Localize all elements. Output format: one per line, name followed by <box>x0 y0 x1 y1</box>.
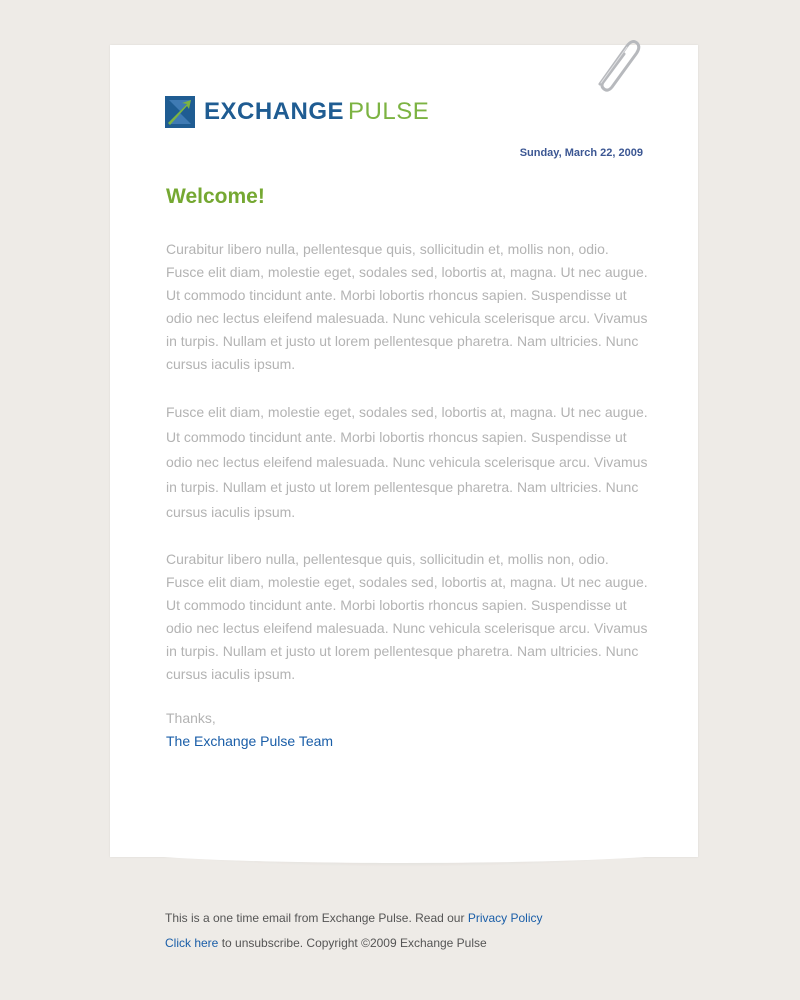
unsubscribe-link[interactable]: Click here <box>165 936 219 950</box>
email-title: Welcome! <box>166 185 265 208</box>
footer-notice-text: This is a one time email from Exchange Pulse. Read our <box>165 911 468 925</box>
brand-word-pulse: PULSE <box>348 98 430 125</box>
footer-copyright-text: to unsubscribe. Copyright ©2009 Exchange Pulse <box>218 936 487 950</box>
privacy-policy-link[interactable]: Privacy Policy <box>467 911 543 925</box>
email-date: Sunday, March 22, 2009 <box>519 147 643 159</box>
paperclip-icon <box>590 36 642 92</box>
body-paragraph-2: Fusce elit diam, molestie eget, sodales sed, lobortis at, magna. Ut nec augue. Ut commodo tincidunt ante. Morbi lobortis rhoncus sapien. Suspendisse ut odio nec lectus eleifend malesuada. Nunc vehicula scelerisque arcu. Vivamus in turpis. Nullam et justo ut lorem pellentesque pharetra. Nam ultricies. Nunc cursus iaculis ipsum. <box>166 404 648 520</box>
brand-word-exchange: EXCHANGE <box>204 98 345 125</box>
footer-line-1 <box>165 911 543 925</box>
exchange-arrows-logo-icon <box>165 96 195 128</box>
body-paragraph-1: Curabitur libero nulla, pellentesque quis, sollicitudin et, mollis non, odio. Fusce elit diam, molestie eget, sodales sed, lobortis at, magna. Ut nec augue. Ut commodo tincidunt ante. Morbi lobortis rhoncus sapien. Suspendisse ut odio nec lectus eleifend malesuada. Nunc vehicula scelerisque arcu. Vivamus in turpis. Nullam et justo ut lorem pellentesque pharetra. Nam ultricies. Nunc cursus iaculis ipsum. <box>166 241 648 372</box>
closing-thanks: Thanks, <box>166 710 216 726</box>
signature-team-link[interactable]: The Exchange Pulse Team <box>166 733 334 749</box>
body-paragraph-3: Curabitur libero nulla, pellentesque quis, sollicitudin et, mollis non, odio. Fusce elit diam, molestie eget, sodales sed, lobortis at, magna. Ut nec augue. Ut commodo tincidunt ante. Morbi lobortis rhoncus sapien. Suspendisse ut odio nec lectus eleifend malesuada. Nunc vehicula scelerisque arcu. Vivamus in turpis. Nullam et justo ut lorem pellentesque pharetra. Nam ultricies. Nunc cursus iaculis ipsum. <box>166 551 648 682</box>
brand-wordmark <box>204 96 429 128</box>
footer-line-2 <box>165 936 487 950</box>
brand-logo <box>165 96 429 128</box>
